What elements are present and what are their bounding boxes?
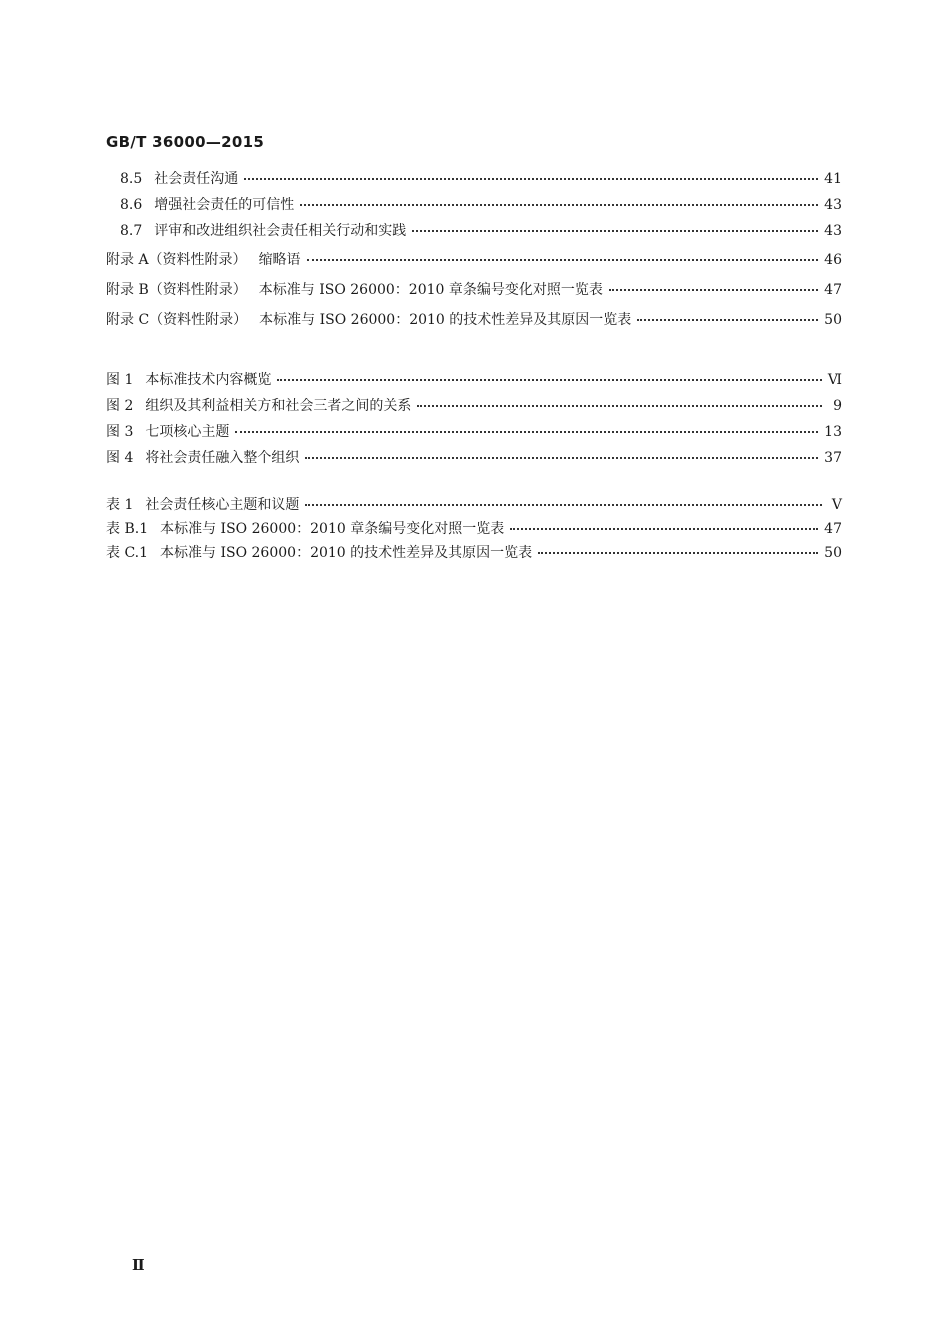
dot-leader — [305, 504, 822, 506]
dot-leader — [637, 319, 818, 321]
toc-entry-page: 46 — [824, 252, 842, 268]
dot-leader — [412, 230, 818, 232]
toc-entry[interactable] — [106, 198, 842, 212]
toc-entry-number: 图 1 — [106, 372, 134, 388]
toc-entry-page: 47 — [824, 521, 842, 537]
toc-entry[interactable] — [106, 498, 842, 512]
toc-entry-title: 将社会责任融入整个组织 — [145, 450, 300, 466]
toc-entry-page: Ⅵ — [827, 372, 842, 388]
toc-entry-page: 9 — [833, 398, 842, 414]
toc-entry-number: 8.6 — [120, 197, 143, 213]
toc-entry-number: 附录 B（资料性附录） — [106, 282, 247, 298]
toc-entry-page: 41 — [824, 171, 842, 187]
toc-entry-title: 本标准与 ISO 26000：2010 章条编号变化对照一览表 — [160, 521, 505, 537]
toc-entry-number: 附录 C（资料性附录） — [106, 312, 248, 328]
toc-entry-title: 社会责任核心主题和议题 — [145, 497, 300, 513]
toc-entry[interactable] — [106, 172, 842, 186]
toc-entry-number: 图 2 — [106, 398, 134, 414]
toc-entry-number: 8.7 — [120, 223, 143, 239]
toc-entry-title: 七项核心主题 — [145, 424, 230, 440]
toc-entry[interactable] — [106, 425, 842, 439]
toc-entry-page: 43 — [824, 197, 842, 213]
dot-leader — [307, 259, 819, 261]
toc-entry-title: 缩略语 — [258, 252, 301, 268]
toc-entry-title: 组织及其利益相关方和社会三者之间的关系 — [145, 398, 412, 414]
toc-entry[interactable] — [106, 253, 842, 267]
dot-leader — [538, 552, 818, 554]
dot-leader — [300, 204, 818, 206]
toc-entry-number: 附录 A（资料性附录） — [106, 252, 247, 268]
dot-leader — [417, 405, 822, 407]
toc-entry-title: 增强社会责任的可信性 — [154, 197, 295, 213]
toc-entry-title: 本标准与 ISO 26000：2010 章条编号变化对照一览表 — [258, 282, 603, 298]
toc-entry-page: 50 — [824, 545, 842, 561]
toc-entry-title: 社会责任沟通 — [154, 171, 239, 187]
toc-entry[interactable] — [106, 313, 842, 327]
toc-entry[interactable] — [106, 522, 842, 536]
toc-entry-number: 8.5 — [120, 171, 143, 187]
toc-entry-number: 图 3 — [106, 424, 134, 440]
dot-leader — [277, 379, 822, 381]
toc-entry-page: 13 — [824, 424, 842, 440]
page-number: Ⅱ — [132, 1256, 145, 1274]
toc-entry-page: 47 — [824, 282, 842, 298]
dot-leader — [609, 289, 818, 291]
toc-entry-title: 本标准与 ISO 26000：2010 的技术性差异及其原因一览表 — [259, 312, 632, 328]
toc-entry-title: 评审和改进组织社会责任相关行动和实践 — [154, 223, 407, 239]
toc-entry-number: 表 C.1 — [106, 545, 149, 561]
toc-entry[interactable] — [106, 399, 842, 413]
document-code-header: GB/T 36000—2015 — [106, 133, 265, 151]
toc-entry-page: 43 — [824, 223, 842, 239]
dot-leader — [244, 178, 818, 180]
toc-entry[interactable] — [106, 224, 842, 238]
toc-entry-number: 表 B.1 — [106, 521, 149, 537]
toc-entry-page: 37 — [824, 450, 842, 466]
dot-leader — [235, 431, 818, 433]
toc-entry-title: 本标准技术内容概览 — [145, 372, 272, 388]
toc-entry[interactable] — [106, 546, 842, 560]
dot-leader — [305, 457, 818, 459]
toc-entry-number: 图 4 — [106, 450, 134, 466]
toc-entry-number: 表 1 — [106, 497, 134, 513]
toc-entry[interactable] — [106, 451, 842, 465]
toc-entry[interactable] — [106, 373, 842, 387]
toc-entry[interactable] — [106, 283, 842, 297]
toc-entry-page: Ⅴ — [831, 497, 842, 513]
dot-leader — [510, 528, 818, 530]
toc-entry-page: 50 — [824, 312, 842, 328]
toc-entry-title: 本标准与 ISO 26000：2010 的技术性差异及其原因一览表 — [160, 545, 533, 561]
